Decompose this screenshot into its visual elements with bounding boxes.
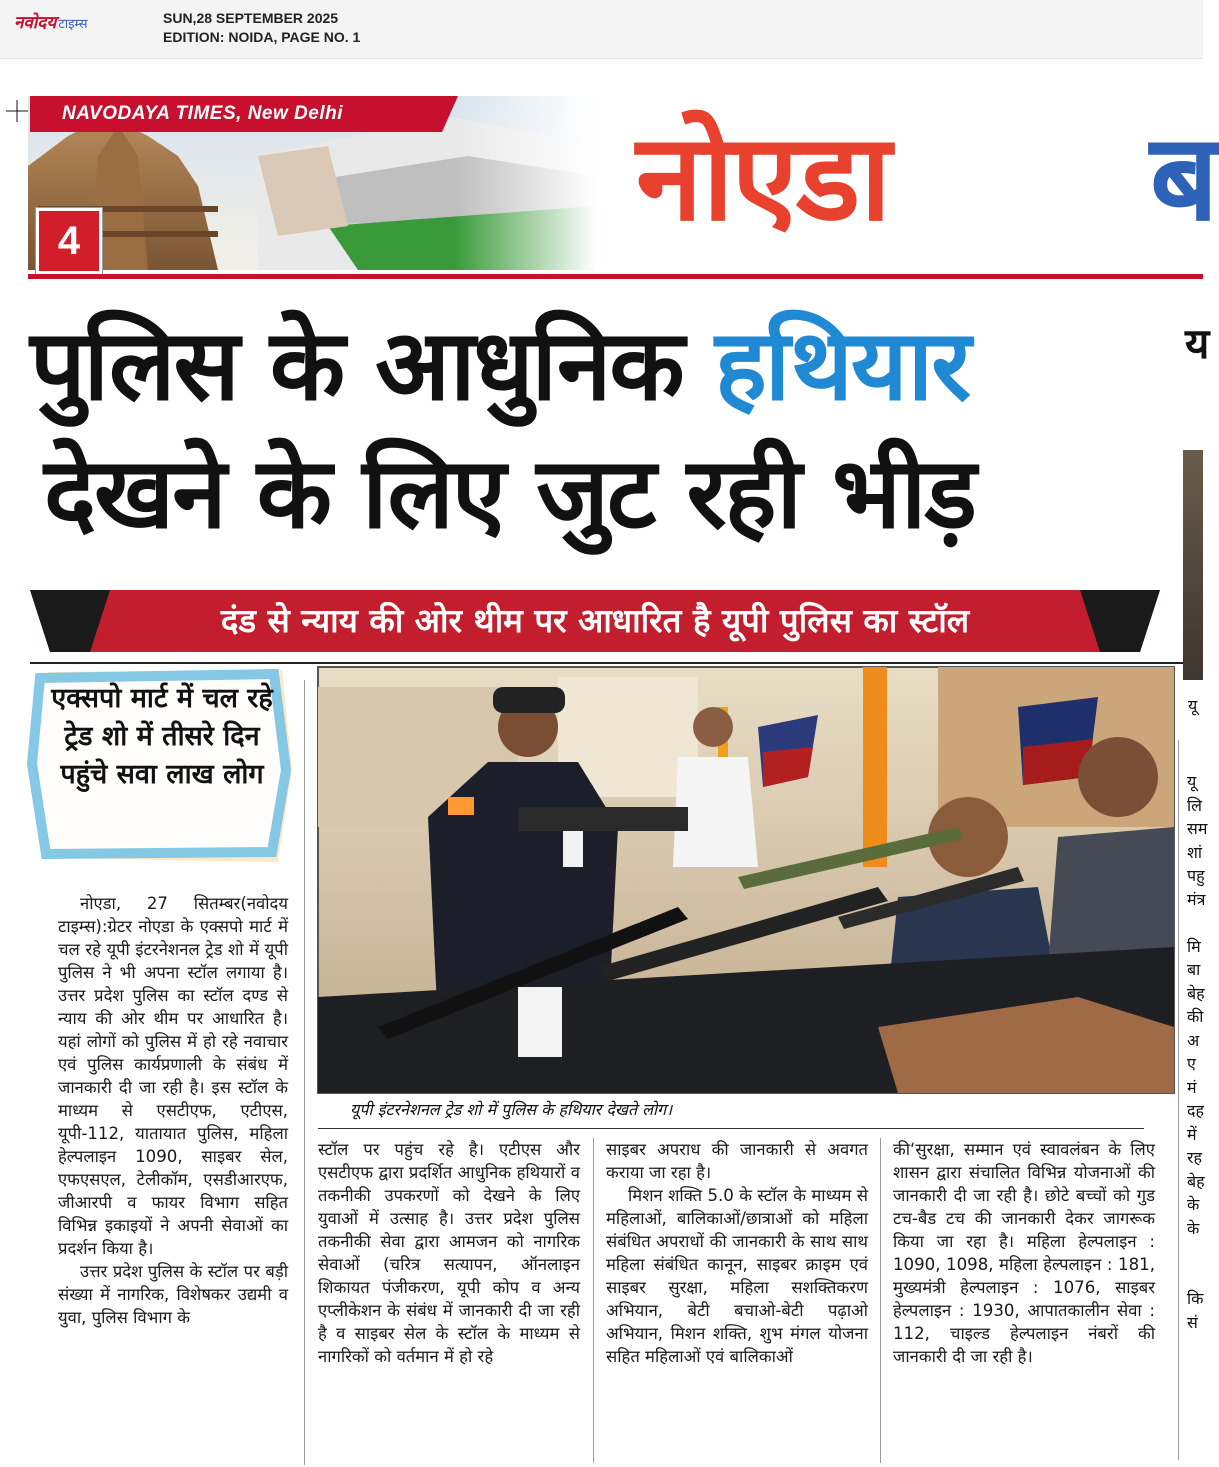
next-article-line: के — [1187, 1195, 1200, 1214]
expo-police-stall-photo — [318, 667, 1174, 1093]
next-article-line: बेह — [1187, 1171, 1205, 1191]
photo-rule — [318, 1128, 1144, 1129]
body-column-3 — [606, 1138, 868, 1368]
next-article-line: मंत्र — [1187, 889, 1206, 909]
headline-highlight: हथियार — [714, 309, 970, 423]
next-article-line: दह — [1187, 1101, 1204, 1120]
edition-tag: NAVODAYA TIMES, New Delhi — [62, 103, 343, 124]
col2-paragraph-1: स्टॉल पर पहुंच रहे है। एटीएस और एसटीएफ द्वारा प्रदर्शित आधुनिक हथियारों व तकनीकी उपकरणों को देखने के लिए युवाओं में उत्साह है। उत्तर प्रदेश पुलिस तकनीकी सेवा द्वारा आमजन को नागरिक सेवाओं (चरित्र सत्यापन, ऑनलाइन शिकायत पंजीकरण, यूपी कोप व अन्य एप्लीकेशन के संबंध में जानकारी दी जा रही है व साइबर सेल के स्टॉल के माध्यम से नागरिकों को वर्तमान में हो रहे — [318, 1140, 580, 1366]
next-article-line: शां — [1187, 842, 1203, 862]
section-title-next: ब — [1150, 109, 1219, 248]
next-article-line: सं — [1187, 1312, 1198, 1332]
next-article-photo-fragment — [1183, 450, 1203, 680]
column-rule-2 — [593, 1138, 594, 1463]
next-article-line: मि — [1187, 936, 1201, 956]
body-column-4 — [893, 1138, 1155, 1368]
issue-date: SUN,28 SEPTEMBER 2025 — [163, 10, 339, 26]
next-article-line: सम — [1187, 819, 1208, 838]
column-rule-1 — [304, 680, 305, 1465]
dateline — [163, 9, 360, 47]
next-article-line: पहु — [1187, 866, 1205, 885]
next-article-caption-fragment: यू — [1188, 696, 1198, 715]
callout-text: एक्सपो मार्ट में चल रहे ट्रेड शो में तीसरे दिन पहुंचे सवा लाख लोग — [51, 683, 273, 790]
headline-part-1: पुलिस के आधुनिक — [30, 309, 715, 423]
col3-paragraph-2: मिशन शक्ति 5.0 के स्टॉल के माध्यम से महिलाओं, बालिकाओं/छात्राओं को महिला संबंधित अपराधों की जानकारी के साथ साथ महिला संबंधित कानून, साइबर क्राइम एवं साइबर सुरक्षा, महिला सशक्तिकरण अभियान, बेटी बचाओ-बेटी पढ़ाओ अभियान, मिशन शक्ति, शुभ मंगल योजना सहित महिलाओं एवं बालिकाओं — [606, 1186, 868, 1366]
page-number-badge: 4 — [36, 208, 102, 274]
navodaya-times-logo[interactable] — [14, 10, 88, 33]
next-article-headline-fragment: य — [1185, 319, 1210, 368]
next-article-rule — [1178, 740, 1179, 1460]
col1-paragraph-2: उत्तर प्रदेश पुलिस के स्टॉल पर बड़ी संख्या में नागरिक, विशेषकर उद्यमी व युवा, पुलिस विभाग के — [58, 1262, 288, 1327]
headline-line-2: देखने के लिए जुट रही भीड़ — [44, 437, 975, 551]
next-article-line: के — [1187, 1218, 1200, 1238]
logo-sub-text: टाइम्स — [58, 17, 88, 32]
next-article-line: की — [1187, 1007, 1204, 1026]
next-article-line: यू — [1187, 772, 1197, 791]
col1-paragraph-1: नोएडा, 27 सितम्बर(नवोदय टाइम्स):ग्रेटर नोएडा के एक्सपो मार्ट में चल रहे यूपी इंटरनेशनल ट्रेड शो में यूपी पुलिस ने भी अपना स्टॉल लगाया है। उत्तर प्रदेश पुलिस का स्टॉल दण्ड से न्याय की ओर थीम पर आधारित है। यहां लोगों को पुलिस में हो रहे नवाचार एवं पुलिस कार्यप्रणाली के संबंध में जानकारी दी जा रही है। इस स्टॉल के माध्यम से एसटीएफ, एटीएस, यूपी-112, यातायात पुलिस, महिला हेल्पलाइन 1090, साइबर सेल, एफएसएल, टेलीकॉम, एसडीआरएफ, जीआरपी व फायर विभाग सहित विभिन्न इकाइयों ने अपनी सेवाओं का प्रदर्शन किया है। — [58, 894, 288, 1258]
subheadline: दंड से न्याय की ओर थीम पर आधारित है यूपी पुलिस का स्टॉल — [220, 601, 970, 640]
body-column-2 — [318, 1138, 580, 1368]
next-article-line: मं — [1187, 1077, 1197, 1097]
subheadline-rule — [30, 662, 1186, 664]
column-rule-3 — [880, 1138, 881, 1463]
logo-main-text: नवोदय — [14, 13, 57, 33]
next-article-line: लि — [1187, 795, 1202, 815]
next-article-line: अ — [1187, 1030, 1200, 1050]
next-article-line: रह — [1187, 1148, 1203, 1167]
col4-paragraph-1: की‘सुरक्षा, सम्मान एवं स्वावलंबन के लिए शासन द्वारा संचालित विभिन्न योजनाओं की जानकारी दी जा रही है। छोटे बच्चों को गुड टच-बैड टच की जानकारी देकर जागरूक किया जा रहा है। महिला हेल्पलाइन : 1090, 1098, महिला हेल्पलाइन : 181, मुख्यमंत्री हेल्पलाइन : 1076, साइबर हेल्पलाइन : 1930, आपातकालीन सेवा : 112, चाइल्ड हेल्पलाइन नंबरों की जानकारी दी जा रही है। — [893, 1140, 1155, 1366]
next-article-line: बा — [1187, 960, 1201, 979]
next-article-line: ए — [1187, 1054, 1196, 1073]
section-title: नोएडा — [636, 109, 890, 248]
photo-caption: यूपी इंटरनेशनल ट्रेड शो में पुलिस के हथियार देखते लोग। — [350, 1100, 673, 1119]
body-column-1 — [58, 892, 288, 1329]
next-article-line: बेह — [1187, 983, 1205, 1003]
next-article-line: कि — [1187, 1289, 1204, 1308]
next-article-line: में — [1187, 1124, 1197, 1144]
edition-page-info: EDITION: NOIDA, PAGE NO. 1 — [163, 29, 361, 45]
col3-paragraph-1: साइबर अपराध की जानकारी से अवगत कराया जा रहा है। — [606, 1140, 868, 1182]
banner-rule — [28, 274, 1203, 279]
headline-line-1 — [30, 302, 969, 430]
crop-mark-icon — [6, 100, 28, 122]
